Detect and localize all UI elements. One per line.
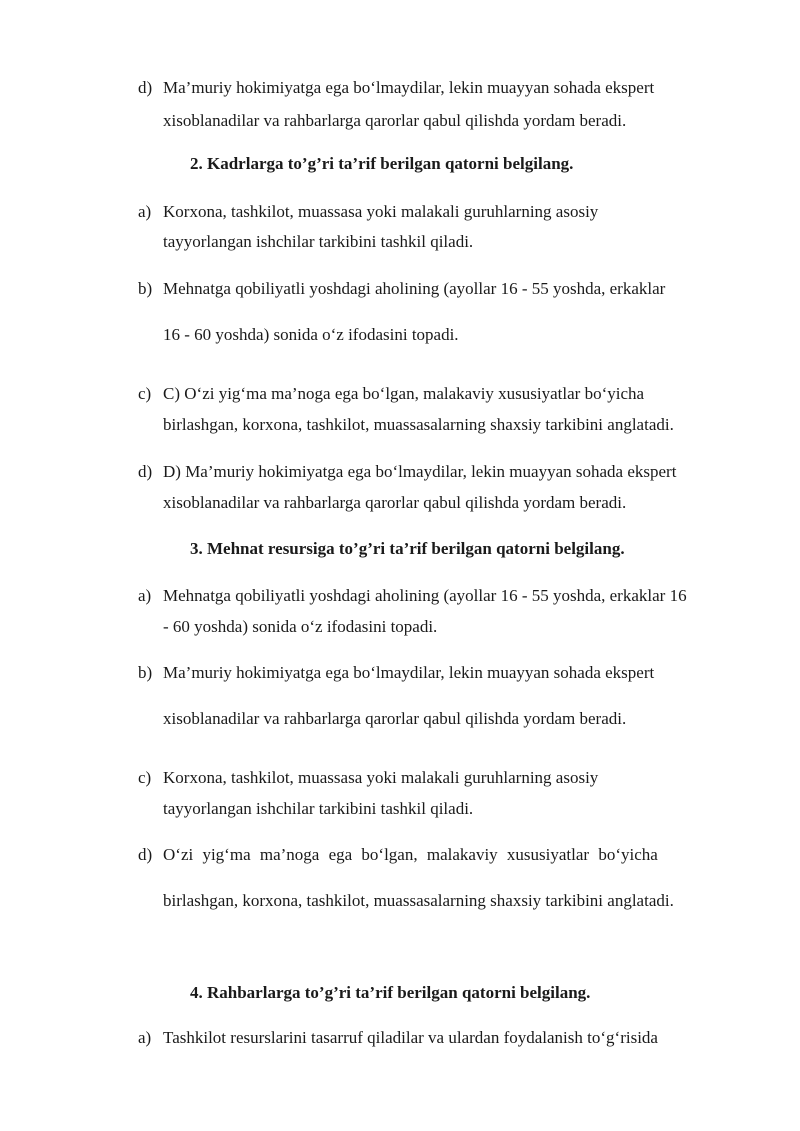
question-heading: 2. Kadrlarga to’g’ri ta’rif berilgan qatorni belgilang. [190, 154, 574, 173]
option-letter: a) [138, 586, 152, 605]
option-text-line: Ma’muriy hokimiyatga ega bo‘lmaydilar, lekin muayyan sohada ekspert [163, 78, 655, 97]
option-text-line: tayyorlangan ishchilar tarkibini tashkil qiladi. [163, 232, 474, 251]
option-text-line: C) O‘zi yig‘ma ma’noga ega bo‘lgan, malakaviy xususiyatlar bo‘yicha [163, 384, 645, 403]
option-text-line: birlashgan, korxona, tashkilot, muassasalarning shaxsiy tarkibini anglatadi. [163, 415, 674, 434]
question-heading: 3. Mehnat resursiga to’g’ri ta’rif berilgan qatorni belgilang. [190, 539, 625, 558]
option-letter: d) [138, 462, 153, 481]
option-text-line: Korxona, tashkilot, muassasa yoki malakali guruhlarning asosiy [163, 202, 599, 221]
option-letter: d) [138, 78, 153, 97]
option-text-line: Mehnatga qobiliyatli yoshdagi aholining (ayollar 16 - 55 yoshda, erkaklar 16 [163, 586, 687, 605]
question-heading: 4. Rahbarlarga to’g’ri ta’rif berilgan qatorni belgilang. [190, 983, 591, 1002]
option-text-line: birlashgan, korxona, tashkilot, muassasalarning shaxsiy tarkibini anglatadi. [163, 891, 674, 910]
option-text-line: xisoblanadilar va rahbarlarga qarorlar qabul qilishda yordam beradi. [163, 493, 627, 512]
option-text-line: Mehnatga qobiliyatli yoshdagi aholining (ayollar 16 - 55 yoshda, erkaklar [163, 279, 666, 298]
option-text-line: Tashkilot resurslarini tasarruf qiladilar va ulardan foydalanish to‘g‘risida [163, 1028, 658, 1047]
option-letter: a) [138, 1028, 152, 1047]
option-text-line: tayyorlangan ishchilar tarkibini tashkil qiladi. [163, 799, 474, 818]
option-letter: d) [138, 845, 153, 864]
option-letter: c) [138, 384, 152, 403]
option-text-line: 16 - 60 yoshda) sonida o‘z ifodasini topadi. [163, 325, 459, 344]
option-text-line: O‘zi yig‘ma ma’noga ega bo‘lgan, malakaviy xususiyatlar bo‘yicha [163, 845, 658, 864]
option-letter: b) [138, 279, 153, 298]
option-text-line: Ma’muriy hokimiyatga ega bo‘lmaydilar, lekin muayyan sohada ekspert [163, 663, 655, 682]
option-text-line: - 60 yoshda) sonida o‘z ifodasini topadi. [163, 617, 438, 636]
option-text-line: xisoblanadilar va rahbarlarga qarorlar qabul qilishda yordam beradi. [163, 111, 627, 130]
option-letter: b) [138, 663, 153, 682]
option-letter: a) [138, 202, 152, 221]
option-text-line: Korxona, tashkilot, muassasa yoki malakali guruhlarning asosiy [163, 768, 599, 787]
option-text-line: D) Ma’muriy hokimiyatga ega bo‘lmaydilar, lekin muayyan sohada ekspert [163, 462, 677, 481]
option-letter: c) [138, 768, 152, 787]
option-text-line: xisoblanadilar va rahbarlarga qarorlar qabul qilishda yordam beradi. [163, 709, 627, 728]
